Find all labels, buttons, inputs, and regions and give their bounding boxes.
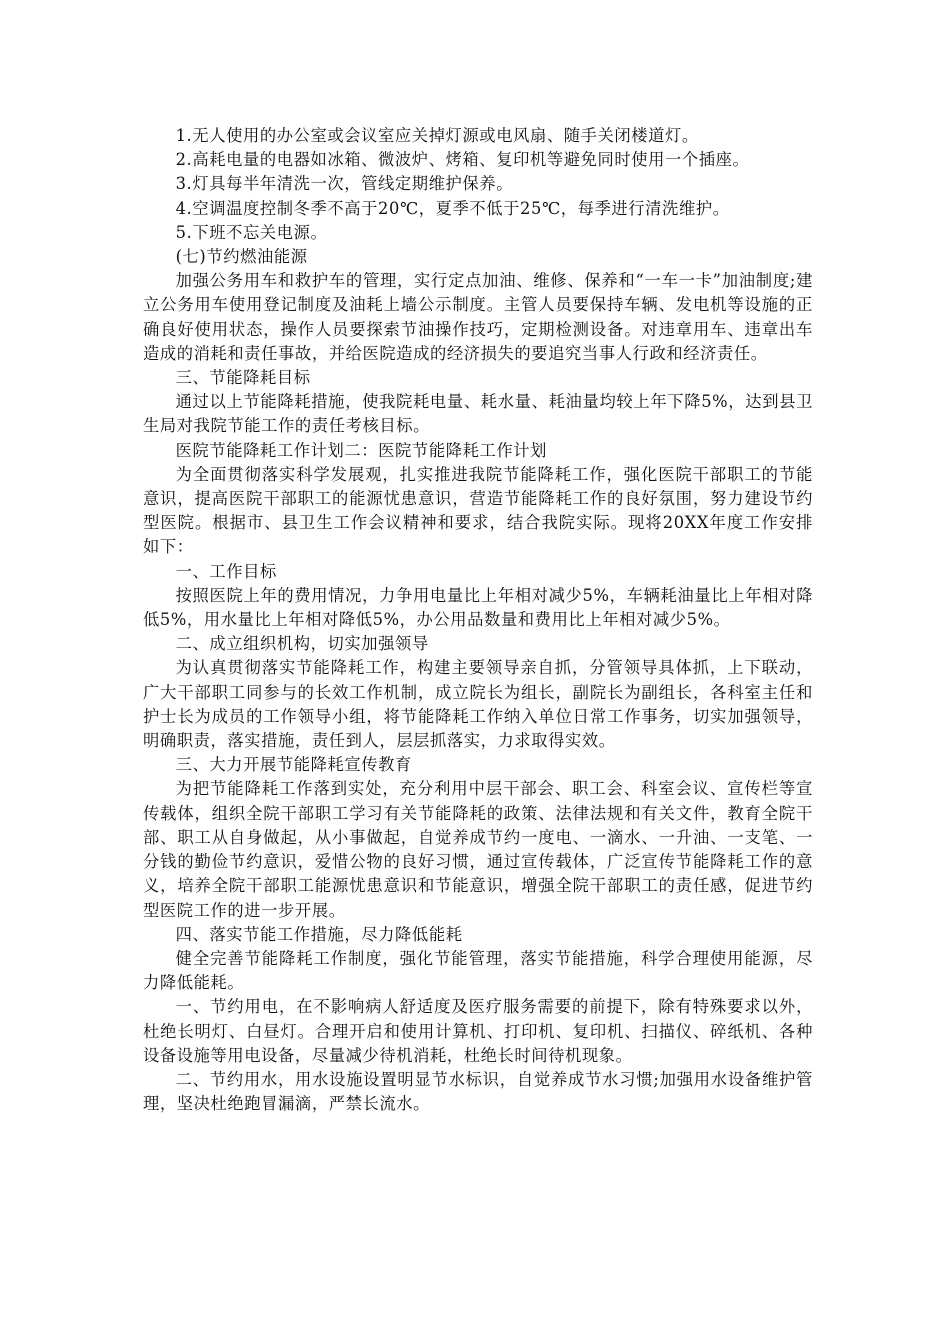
paragraph-measures: 健全完善节能降耗工作制度，强化节能管理，落实节能措施，科学合理使用能源，尽力降低能耗。 [143, 948, 813, 993]
list-item-high-power-appliances: 2.高耗电量的电器如冰箱、微波炉、烤箱、复印机等避免同时使用一个插座。 [175, 150, 750, 170]
list-item-power-off: 5.下班不忘关电源。 [175, 222, 328, 242]
list-item-air-conditioning: 4.空调温度控制冬季不高于20℃，夏季不低于25℃，每季进行清洗维护。 [175, 198, 730, 218]
section-heading-fuel-saving: (七)节约燃油能源 [175, 247, 308, 267]
section-heading-targets: 三、节能降耗目标 [175, 368, 311, 388]
paragraph-work-goals: 按照医院上年的费用情况，力争用电量比上年相对减少5%，车辆耗油量比上年相对降低5%，用水量比上年相对降低5%，办公用品数量和费用比上年相对减少5%。 [143, 585, 813, 630]
paragraph-publicity: 为把节能降耗工作落到实处，充分利用中层干部会、职工会、科室会议、宣传栏等宣传载体，组织全院干部职工学习有关节能降耗的政策、法律法规和有关文件，教育全院干部、职工从自身做起，从小事做起，自觉养成节约一度电、一滴水、一升油、一支笔、一分钱的勤俭节约意识，爱惜公物的良好习惯，通过宣传载体，广泛宣传节能降耗工作的意义，培养全院干部职工能源忧患意识和节能意识，增强全院干部职工的责任感，促进节约型医院工作的进一步开展。 [143, 779, 813, 920]
plan-two-title: 医院节能降耗工作计划二：医院节能降耗工作计划 [175, 440, 547, 460]
paragraph-electricity-saving: 一、节约用电，在不影响病人舒适度及医疗服务需要的前提下，除有特殊要求以外，杜绝长明灯、白昼灯。合理开启和使用计算机、打印机、复印机、扫描仪、碎纸机、各种设备设施等用电设备，尽量减少待机消耗，杜绝长时间待机现象。 [143, 997, 813, 1065]
paragraph-organization: 为认真贯彻落实节能降耗工作，构建主要领导亲自抓，分管领导具体抓，上下联动，广大干部职工同参与的长效工作机制，成立院长为组长，副院长为副组长，各科室主任和护士长为成员的工作领导小组，将节能降耗工作纳入单位日常工作事务，切实加强领导，明确职责，落实措施，责任到人，层层抓落实，力求取得实效。 [143, 658, 813, 751]
section-heading-work-goals: 一、工作目标 [175, 561, 277, 581]
section-heading-organization: 二、成立组织机构，切实加强领导 [175, 634, 429, 654]
section-heading-measures: 四、落实节能工作措施，尽力降低能耗 [175, 924, 463, 944]
document-body [143, 124, 813, 1116]
paragraph-water-saving: 二、节约用水，用水设施设置明显节水标识，自觉养成节水习惯;加强用水设备维护管理，坚决杜绝跑冒漏滴，严禁长流水。 [143, 1069, 813, 1114]
paragraph-introduction: 为全面贯彻落实科学发展观，扎实推进我院节能降耗工作，强化医院干部职工的节能意识，提高医院干部职工的能源忧患意识，营造节能降耗工作的良好氛围，努力建设节约型医院。根据市、县卫生工作会议精神和要求，结合我院实际。现将20XX年度工作安排如下： [143, 464, 813, 557]
list-item-turn-off-lights: 1.无人使用的办公室或会议室应关掉灯源或电风扇、随手关闭楼道灯。 [175, 126, 699, 145]
section-heading-publicity: 三、大力开展节能降耗宣传教育 [175, 755, 412, 775]
paragraph-vehicle-management: 加强公务用车和救护车的管理，实行定点加油、维修、保养和“一车一卡”加油制度;建立公务用车使用登记制度及油耗上墙公示制度。主管人员要保持车辆、发电机等设施的正确良好使用状态，操作人员要探索节油操作技巧，定期检测设备。对违章用车、违章出车造成的消耗和责任事故，并给医院造成的经济损失的要追究当事人行政和经济责任。 [143, 271, 813, 363]
list-item-lamp-cleaning: 3.灯具每半年清洗一次，管线定期维护保养。 [175, 174, 514, 194]
paragraph-targets: 通过以上节能降耗措施，使我院耗电量、耗水量、耗油量均较上年下降5%，达到县卫生局对我院节能工作的责任考核目标。 [143, 392, 813, 436]
